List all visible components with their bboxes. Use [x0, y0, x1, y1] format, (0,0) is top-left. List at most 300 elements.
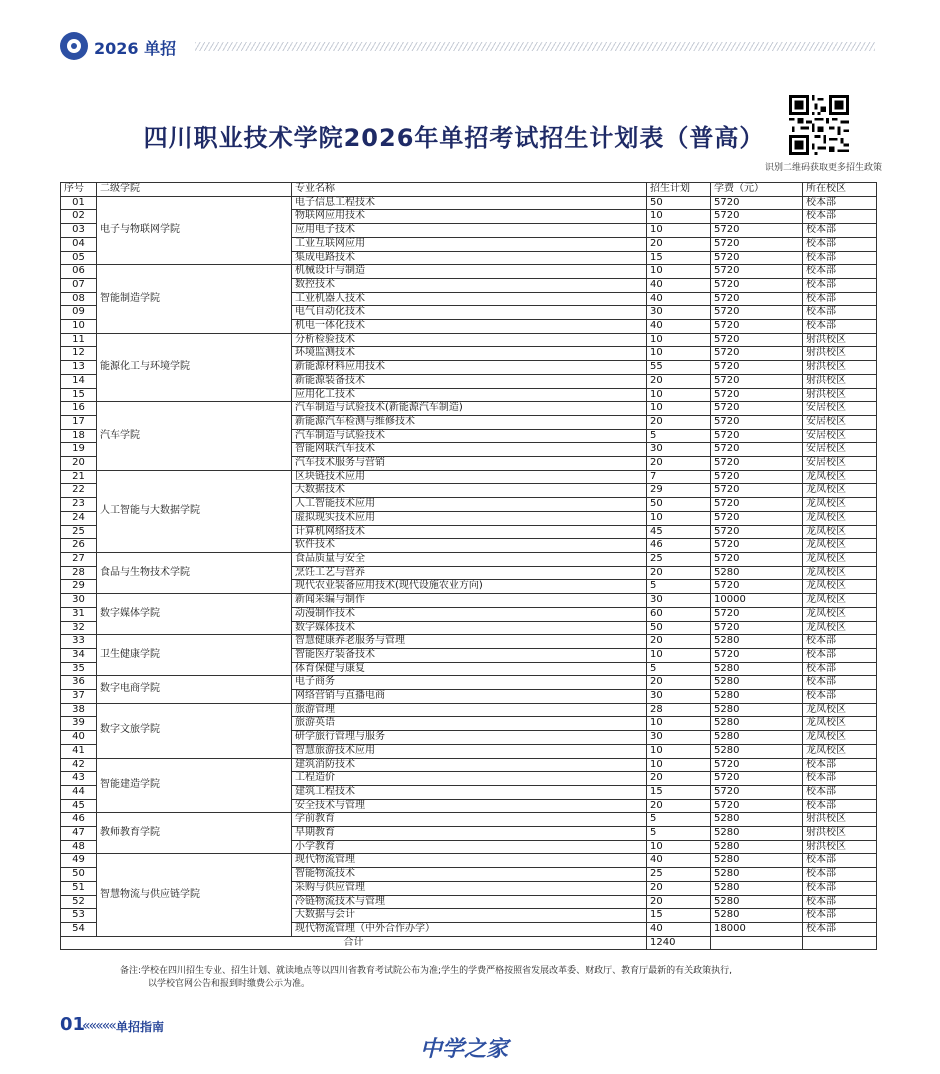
quota-cell: 20 [647, 772, 711, 786]
school-name-cell: 数字文旅学院 [97, 703, 292, 758]
tuition-cell: 5720 [711, 552, 803, 566]
tuition-cell: 5720 [711, 306, 803, 320]
major-name-cell: 环境监测技术 [292, 347, 647, 361]
major-name-cell: 机械设计与制造 [292, 265, 647, 279]
quota-cell: 10 [647, 648, 711, 662]
tuition-cell: 5720 [711, 525, 803, 539]
major-name-cell: 网络营销与直播电商 [292, 690, 647, 704]
row-index: 10 [61, 320, 97, 334]
tuition-cell: 5280 [711, 744, 803, 758]
watermark-logo: 中学之家 [420, 1036, 509, 1062]
tuition-cell: 5720 [711, 799, 803, 813]
tuition-cell: 18000 [711, 922, 803, 936]
major-name-cell: 虚拟现实技术应用 [292, 511, 647, 525]
quota-cell: 10 [647, 744, 711, 758]
tuition-cell: 5280 [711, 840, 803, 854]
tuition-cell: 5720 [711, 772, 803, 786]
table-row [61, 552, 877, 566]
campus-cell: 龙凤校区 [803, 525, 877, 539]
row-index: 41 [61, 744, 97, 758]
quota-cell: 55 [647, 361, 711, 375]
row-index: 32 [61, 621, 97, 635]
quota-cell: 60 [647, 607, 711, 621]
table-row [61, 635, 877, 649]
quota-cell: 5 [647, 813, 711, 827]
campus-cell: 校本部 [803, 224, 877, 238]
table-header-row [61, 183, 877, 197]
tuition-cell: 5280 [711, 566, 803, 580]
row-index: 13 [61, 361, 97, 375]
tuition-cell: 5720 [711, 251, 803, 265]
row-index: 11 [61, 333, 97, 347]
tuition-cell: 5280 [711, 909, 803, 923]
major-name-cell: 物联网应用技术 [292, 210, 647, 224]
major-name-cell: 安全技术与管理 [292, 799, 647, 813]
row-index: 33 [61, 635, 97, 649]
school-name-cell: 智能建造学院 [97, 758, 292, 813]
quota-cell: 40 [647, 292, 711, 306]
school-name-cell: 卫生健康学院 [97, 635, 292, 676]
row-index: 51 [61, 881, 97, 895]
total-label: 合计 [61, 936, 647, 950]
major-name-cell: 现代农业装备应用技术(现代设施农业方向) [292, 580, 647, 594]
major-name-cell: 智慧旅游技术应用 [292, 744, 647, 758]
tuition-cell: 5720 [711, 292, 803, 306]
tuition-cell: 5720 [711, 511, 803, 525]
major-name-cell: 现代物流管理 [292, 854, 647, 868]
quota-cell: 25 [647, 868, 711, 882]
major-name-cell: 早期教育 [292, 827, 647, 841]
quota-cell: 40 [647, 854, 711, 868]
quota-cell: 25 [647, 552, 711, 566]
major-name-cell: 工程造价 [292, 772, 647, 786]
campus-cell: 射洪校区 [803, 347, 877, 361]
table-row [61, 758, 877, 772]
quota-cell: 15 [647, 251, 711, 265]
major-name-cell: 学前教育 [292, 813, 647, 827]
major-name-cell: 旅游管理 [292, 703, 647, 717]
school-name-cell: 数字媒体学院 [97, 594, 292, 635]
tuition-cell: 5720 [711, 758, 803, 772]
campus-cell: 校本部 [803, 306, 877, 320]
tuition-cell: 5720 [711, 265, 803, 279]
quota-cell: 30 [647, 594, 711, 608]
row-index: 12 [61, 347, 97, 361]
header-tuition: 学费（元） [711, 183, 803, 197]
campus-cell: 校本部 [803, 690, 877, 704]
row-index: 46 [61, 813, 97, 827]
qr-caption: 识别二维码获取更多招生政策 [764, 163, 882, 173]
page-footer [60, 1014, 360, 1038]
tuition-cell: 5720 [711, 333, 803, 347]
tuition-cell: 5720 [711, 580, 803, 594]
campus-cell: 龙凤校区 [803, 552, 877, 566]
quota-cell: 50 [647, 498, 711, 512]
campus-cell: 龙凤校区 [803, 511, 877, 525]
campus-cell: 龙凤校区 [803, 621, 877, 635]
tuition-cell: 5280 [711, 635, 803, 649]
quota-cell: 10 [647, 402, 711, 416]
row-index: 27 [61, 552, 97, 566]
table-row [61, 470, 877, 484]
campus-cell: 校本部 [803, 785, 877, 799]
tuition-cell: 5720 [711, 443, 803, 457]
major-name-cell: 建筑工程技术 [292, 785, 647, 799]
tuition-cell: 5720 [711, 470, 803, 484]
quota-cell: 20 [647, 635, 711, 649]
tuition-cell: 5720 [711, 498, 803, 512]
campus-cell: 安居校区 [803, 429, 877, 443]
campus-cell: 校本部 [803, 922, 877, 936]
tuition-cell: 5280 [711, 813, 803, 827]
row-index: 16 [61, 402, 97, 416]
quota-cell: 20 [647, 374, 711, 388]
campus-cell: 校本部 [803, 895, 877, 909]
campus-cell: 射洪校区 [803, 827, 877, 841]
school-name-cell: 能源化工与环境学院 [97, 333, 292, 402]
row-index: 44 [61, 785, 97, 799]
tuition-cell: 5720 [711, 415, 803, 429]
tuition-cell: 5720 [711, 621, 803, 635]
campus-cell: 龙凤校区 [803, 607, 877, 621]
tuition-cell: 5720 [711, 237, 803, 251]
campus-cell: 龙凤校区 [803, 539, 877, 553]
row-index: 36 [61, 676, 97, 690]
campus-cell: 安居校区 [803, 415, 877, 429]
tuition-cell: 5280 [711, 881, 803, 895]
quota-cell: 40 [647, 320, 711, 334]
table-row [61, 594, 877, 608]
campus-cell: 校本部 [803, 881, 877, 895]
school-name-cell: 人工智能与大数据学院 [97, 470, 292, 552]
row-index: 45 [61, 799, 97, 813]
total-value: 1240 [647, 936, 711, 950]
header-quota: 招生计划 [647, 183, 711, 197]
major-name-cell: 应用电子技术 [292, 224, 647, 238]
row-index: 54 [61, 922, 97, 936]
tuition-cell: 5280 [711, 854, 803, 868]
footnote [120, 965, 840, 991]
major-name-cell: 电气自动化技术 [292, 306, 647, 320]
row-index: 42 [61, 758, 97, 772]
tuition-cell: 5720 [711, 648, 803, 662]
major-name-cell: 新能源材料应用技术 [292, 361, 647, 375]
quota-cell: 30 [647, 731, 711, 745]
row-index: 29 [61, 580, 97, 594]
row-index: 25 [61, 525, 97, 539]
quota-cell: 20 [647, 799, 711, 813]
school-name-cell: 食品与生物技术学院 [97, 552, 292, 593]
quota-cell: 10 [647, 840, 711, 854]
total-row [61, 936, 877, 950]
campus-cell: 校本部 [803, 662, 877, 676]
major-name-cell: 汽车制造与试验技术 [292, 429, 647, 443]
campus-cell: 龙凤校区 [803, 470, 877, 484]
page-title: 四川职业技术学院2026年单招考试招生计划表（普高） [143, 124, 765, 152]
major-name-cell: 区块链技术应用 [292, 470, 647, 484]
campus-cell: 龙凤校区 [803, 717, 877, 731]
row-index: 21 [61, 470, 97, 484]
quota-cell: 10 [647, 210, 711, 224]
table-row [61, 196, 877, 210]
school-name-cell: 智慧物流与供应链学院 [97, 854, 292, 936]
campus-cell: 校本部 [803, 772, 877, 786]
row-index: 40 [61, 731, 97, 745]
major-name-cell: 采购与供应管理 [292, 881, 647, 895]
row-index: 49 [61, 854, 97, 868]
campus-cell: 校本部 [803, 868, 877, 882]
quota-cell: 20 [647, 457, 711, 471]
campus-cell: 龙凤校区 [803, 703, 877, 717]
tuition-cell: 5720 [711, 484, 803, 498]
row-index: 30 [61, 594, 97, 608]
header-campus: 所在校区 [803, 183, 877, 197]
footnote-line: 备注:学校在四川招生专业、招生计划、就读地点等以四川省教育考试院公布为准;学生的学费严格按照省发展改革委、财政厅、教育厅最新的有关政策执行, [120, 966, 732, 976]
tuition-cell: 5720 [711, 374, 803, 388]
quota-cell: 5 [647, 580, 711, 594]
campus-cell: 安居校区 [803, 402, 877, 416]
row-index: 18 [61, 429, 97, 443]
campus-cell: 校本部 [803, 909, 877, 923]
major-name-cell: 汽车技术服务与营销 [292, 457, 647, 471]
page-number: 01 [60, 1014, 86, 1035]
major-name-cell: 工业互联网应用 [292, 237, 647, 251]
quota-cell: 5 [647, 662, 711, 676]
major-name-cell: 动漫制作技术 [292, 607, 647, 621]
row-index: 05 [61, 251, 97, 265]
major-name-cell: 新能源装备技术 [292, 374, 647, 388]
table-row [61, 676, 877, 690]
qr-code-icon [789, 95, 849, 155]
quota-cell: 20 [647, 237, 711, 251]
campus-cell: 射洪校区 [803, 361, 877, 375]
tuition-cell: 5280 [711, 676, 803, 690]
total-empty-cell [711, 936, 803, 950]
major-name-cell: 新能源汽车检测与维修技术 [292, 415, 647, 429]
row-index: 09 [61, 306, 97, 320]
campus-cell: 龙凤校区 [803, 566, 877, 580]
quota-cell: 5 [647, 827, 711, 841]
tuition-cell: 5720 [711, 607, 803, 621]
table-row [61, 703, 877, 717]
quota-cell: 29 [647, 484, 711, 498]
row-index: 28 [61, 566, 97, 580]
campus-cell: 校本部 [803, 237, 877, 251]
tuition-cell: 5720 [711, 457, 803, 471]
campus-cell: 校本部 [803, 758, 877, 772]
row-index: 34 [61, 648, 97, 662]
quota-cell: 15 [647, 785, 711, 799]
major-name-cell: 集成电路技术 [292, 251, 647, 265]
major-name-cell: 建筑消防技术 [292, 758, 647, 772]
major-name-cell: 软件技术 [292, 539, 647, 553]
quota-cell: 50 [647, 621, 711, 635]
enrollment-plan-table [60, 182, 877, 950]
campus-cell: 龙凤校区 [803, 484, 877, 498]
campus-cell: 龙凤校区 [803, 594, 877, 608]
major-name-cell: 电子商务 [292, 676, 647, 690]
school-logo-icon [60, 32, 88, 60]
row-index: 07 [61, 278, 97, 292]
quota-cell: 20 [647, 676, 711, 690]
quota-cell: 5 [647, 429, 711, 443]
header-school: 二级学院 [97, 183, 292, 197]
row-index: 39 [61, 717, 97, 731]
quota-cell: 10 [647, 347, 711, 361]
campus-cell: 校本部 [803, 648, 877, 662]
quota-cell: 40 [647, 922, 711, 936]
major-name-cell: 工业机器人技术 [292, 292, 647, 306]
row-index: 20 [61, 457, 97, 471]
major-name-cell: 智能医疗装备技术 [292, 648, 647, 662]
major-name-cell: 智能物流技术 [292, 868, 647, 882]
tuition-cell: 5720 [711, 224, 803, 238]
quota-cell: 46 [647, 539, 711, 553]
row-index: 52 [61, 895, 97, 909]
campus-cell: 安居校区 [803, 457, 877, 471]
quota-cell: 10 [647, 388, 711, 402]
quota-cell: 28 [647, 703, 711, 717]
campus-cell: 射洪校区 [803, 840, 877, 854]
header-major: 专业名称 [292, 183, 647, 197]
campus-cell: 射洪校区 [803, 388, 877, 402]
major-name-cell: 新闻采编与制作 [292, 594, 647, 608]
school-name-cell: 教师教育学院 [97, 813, 292, 854]
quota-cell: 10 [647, 333, 711, 347]
school-name-cell: 汽车学院 [97, 402, 292, 471]
campus-cell: 校本部 [803, 676, 877, 690]
campus-cell: 校本部 [803, 292, 877, 306]
campus-cell: 校本部 [803, 210, 877, 224]
tuition-cell: 5720 [711, 196, 803, 210]
campus-cell: 校本部 [803, 799, 877, 813]
tuition-cell: 5720 [711, 429, 803, 443]
tuition-cell: 5280 [711, 731, 803, 745]
row-index: 06 [61, 265, 97, 279]
campus-cell: 射洪校区 [803, 333, 877, 347]
table-row [61, 854, 877, 868]
campus-cell: 校本部 [803, 278, 877, 292]
tuition-cell: 5720 [711, 320, 803, 334]
quota-cell: 10 [647, 511, 711, 525]
major-name-cell: 计算机网络技术 [292, 525, 647, 539]
tuition-cell: 5720 [711, 210, 803, 224]
campus-cell: 校本部 [803, 196, 877, 210]
major-name-cell: 体育保健与康复 [292, 662, 647, 676]
header-index: 序号 [61, 183, 97, 197]
quota-cell: 40 [647, 278, 711, 292]
campus-cell: 校本部 [803, 251, 877, 265]
tuition-cell: 5720 [711, 539, 803, 553]
quota-cell: 30 [647, 306, 711, 320]
row-index: 22 [61, 484, 97, 498]
campus-cell: 校本部 [803, 265, 877, 279]
major-name-cell: 食品质量与安全 [292, 552, 647, 566]
row-index: 37 [61, 690, 97, 704]
row-index: 01 [61, 196, 97, 210]
major-name-cell: 汽车制造与试验技术(新能源汽车制造) [292, 402, 647, 416]
quota-cell: 10 [647, 717, 711, 731]
row-index: 14 [61, 374, 97, 388]
major-name-cell: 机电一体化技术 [292, 320, 647, 334]
quota-cell: 50 [647, 196, 711, 210]
header-brand: 2026 单招 [94, 39, 177, 58]
quota-cell: 15 [647, 909, 711, 923]
major-name-cell: 应用化工技术 [292, 388, 647, 402]
tuition-cell: 5720 [711, 361, 803, 375]
row-index: 35 [61, 662, 97, 676]
table-row [61, 402, 877, 416]
quota-cell: 45 [647, 525, 711, 539]
chevrons-icon: ««««« [82, 1018, 115, 1034]
tuition-cell: 5720 [711, 785, 803, 799]
major-name-cell: 人工智能技术应用 [292, 498, 647, 512]
quota-cell: 20 [647, 566, 711, 580]
row-index: 48 [61, 840, 97, 854]
row-index: 26 [61, 539, 97, 553]
quota-cell: 20 [647, 415, 711, 429]
quota-cell: 20 [647, 881, 711, 895]
major-name-cell: 现代物流管理（中外合作办学） [292, 922, 647, 936]
major-name-cell: 智能网联汽车技术 [292, 443, 647, 457]
header-stripe [195, 42, 875, 51]
row-index: 38 [61, 703, 97, 717]
quota-cell: 7 [647, 470, 711, 484]
campus-cell: 龙凤校区 [803, 731, 877, 745]
row-index: 43 [61, 772, 97, 786]
row-index: 15 [61, 388, 97, 402]
quota-cell: 20 [647, 895, 711, 909]
table-row [61, 333, 877, 347]
row-index: 50 [61, 868, 97, 882]
row-index: 23 [61, 498, 97, 512]
major-name-cell: 数控技术 [292, 278, 647, 292]
tuition-cell: 5280 [711, 717, 803, 731]
tuition-cell: 5280 [711, 690, 803, 704]
tuition-cell: 5280 [711, 827, 803, 841]
campus-cell: 龙凤校区 [803, 580, 877, 594]
major-name-cell: 烹饪工艺与营养 [292, 566, 647, 580]
campus-cell: 安居校区 [803, 443, 877, 457]
campus-cell: 射洪校区 [803, 374, 877, 388]
row-index: 02 [61, 210, 97, 224]
row-index: 17 [61, 415, 97, 429]
major-name-cell: 旅游英语 [292, 717, 647, 731]
page-header [60, 30, 880, 62]
tuition-cell: 10000 [711, 594, 803, 608]
row-index: 19 [61, 443, 97, 457]
row-index: 04 [61, 237, 97, 251]
row-index: 53 [61, 909, 97, 923]
major-name-cell: 冷链物流技术与管理 [292, 895, 647, 909]
major-name-cell: 电子信息工程技术 [292, 196, 647, 210]
table-row [61, 813, 877, 827]
quota-cell: 10 [647, 224, 711, 238]
quota-cell: 10 [647, 265, 711, 279]
quota-cell: 30 [647, 690, 711, 704]
major-name-cell: 分析检验技术 [292, 333, 647, 347]
tuition-cell: 5280 [711, 895, 803, 909]
section-name: 单招指南 [116, 1020, 165, 1034]
major-name-cell: 大数据技术 [292, 484, 647, 498]
major-name-cell: 智慧健康养老服务与管理 [292, 635, 647, 649]
tuition-cell: 5280 [711, 703, 803, 717]
campus-cell: 龙凤校区 [803, 744, 877, 758]
tuition-cell: 5720 [711, 347, 803, 361]
row-index: 08 [61, 292, 97, 306]
campus-cell: 校本部 [803, 635, 877, 649]
major-name-cell: 大数据与会计 [292, 909, 647, 923]
